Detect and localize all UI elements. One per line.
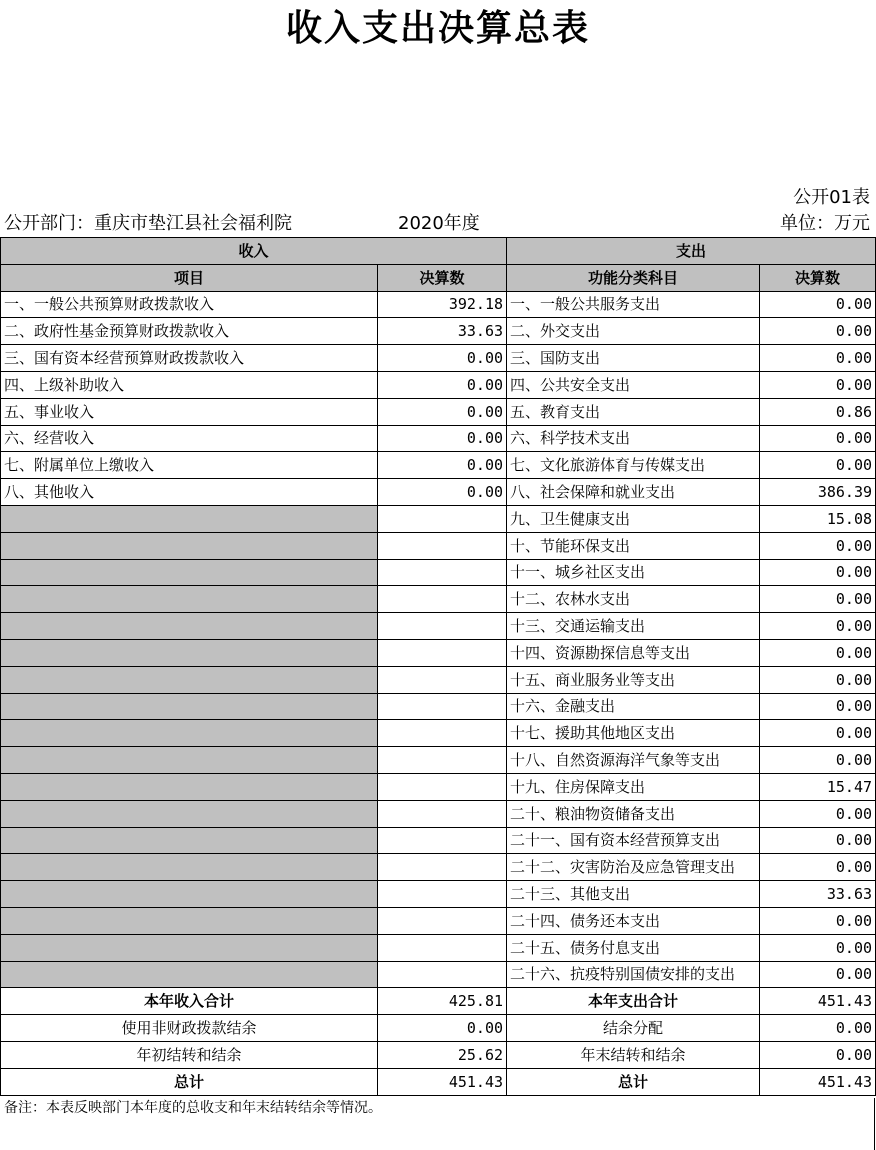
income-item-label: 三、国有资本经营预算财政拨款收入	[1, 345, 378, 372]
table-row	[1, 318, 876, 345]
expense-item-value: 0.00	[760, 586, 876, 613]
budget-table	[0, 237, 876, 1096]
empty-income-value-cell	[378, 613, 507, 640]
empty-income-value-cell	[378, 907, 507, 934]
empty-income-cell	[1, 666, 378, 693]
expense-item-label: 八、社会保障和就业支出	[507, 479, 760, 506]
summary-row	[1, 1041, 876, 1068]
table-row	[1, 398, 876, 425]
expense-item-label: 十三、交通运输支出	[507, 613, 760, 640]
expense-item-value: 0.00	[760, 934, 876, 961]
expense-item-value: 0.00	[760, 291, 876, 318]
summary-income-value: 425.81	[378, 988, 507, 1015]
fiscal-year: 2020年度	[398, 213, 480, 234]
income-item-value: 33.63	[378, 318, 507, 345]
expense-item-value: 0.00	[760, 345, 876, 372]
table-row	[1, 854, 876, 881]
expense-item-label: 二十四、债务还本支出	[507, 907, 760, 934]
empty-income-value-cell	[378, 881, 507, 908]
empty-income-value-cell	[378, 747, 507, 774]
expense-item-label: 十、节能环保支出	[507, 532, 760, 559]
expense-item-label: 二十五、债务付息支出	[507, 934, 760, 961]
table-row	[1, 559, 876, 586]
summary-expense-label: 结余分配	[507, 1015, 760, 1042]
summary-row	[1, 988, 876, 1015]
table-row	[1, 291, 876, 318]
empty-income-value-cell	[378, 559, 507, 586]
expense-item-label: 五、教育支出	[507, 398, 760, 425]
table-row	[1, 907, 876, 934]
summary-income-label: 使用非财政拨款结余	[1, 1015, 378, 1042]
unit-label: 单位：万元	[780, 213, 870, 234]
empty-income-value-cell	[378, 854, 507, 881]
empty-income-cell	[1, 854, 378, 881]
income-section-header: 收入	[1, 238, 507, 265]
income-item-label: 一、一般公共预算财政拨款收入	[1, 291, 378, 318]
expense-item-label: 二十、粮油物资储备支出	[507, 800, 760, 827]
expense-item-value: 0.00	[760, 827, 876, 854]
table-row	[1, 452, 876, 479]
empty-income-cell	[1, 800, 378, 827]
table-row	[1, 345, 876, 372]
table-row	[1, 666, 876, 693]
summary-expense-value: 0.00	[760, 1015, 876, 1042]
empty-income-cell	[1, 586, 378, 613]
item-column-header: 项目	[1, 264, 378, 291]
summary-row	[1, 1068, 876, 1095]
empty-income-value-cell	[378, 961, 507, 988]
expense-item-label: 三、国防支出	[507, 345, 760, 372]
income-item-value: 0.00	[378, 345, 507, 372]
expense-item-label: 二、外交支出	[507, 318, 760, 345]
expense-item-value: 0.00	[760, 907, 876, 934]
expense-item-value: 0.00	[760, 961, 876, 988]
table-row	[1, 773, 876, 800]
table-row	[1, 961, 876, 988]
expense-item-value: 0.00	[760, 854, 876, 881]
income-item-value: 0.00	[378, 479, 507, 506]
summary-expense-value: 451.43	[760, 988, 876, 1015]
expense-item-label: 二十二、灾害防治及应急管理支出	[507, 854, 760, 881]
income-item-value: 0.00	[378, 398, 507, 425]
table-row	[1, 800, 876, 827]
summary-income-label: 年初结转和结余	[1, 1041, 378, 1068]
expense-item-value: 33.63	[760, 881, 876, 908]
expense-item-label: 二十三、其他支出	[507, 881, 760, 908]
expense-item-value: 0.00	[760, 800, 876, 827]
summary-income-value: 25.62	[378, 1041, 507, 1068]
empty-income-value-cell	[378, 693, 507, 720]
income-item-label: 四、上级补助收入	[1, 371, 378, 398]
expense-item-value: 386.39	[760, 479, 876, 506]
empty-income-value-cell	[378, 666, 507, 693]
column-header-row	[1, 264, 876, 291]
table-body	[1, 291, 876, 1095]
expense-item-value: 0.00	[760, 747, 876, 774]
expense-amount-column-header: 决算数	[760, 264, 876, 291]
table-row	[1, 881, 876, 908]
income-item-value: 0.00	[378, 452, 507, 479]
expense-item-label: 九、卫生健康支出	[507, 505, 760, 532]
expense-item-label: 二十一、国有资本经营预算支出	[507, 827, 760, 854]
empty-income-cell	[1, 934, 378, 961]
table-row	[1, 613, 876, 640]
income-item-value: 392.18	[378, 291, 507, 318]
table-row	[1, 371, 876, 398]
empty-income-cell	[1, 693, 378, 720]
empty-income-cell	[1, 773, 378, 800]
table-row	[1, 827, 876, 854]
summary-row	[1, 1015, 876, 1042]
table-row	[1, 747, 876, 774]
table-row	[1, 639, 876, 666]
empty-income-cell	[1, 747, 378, 774]
table-row	[1, 425, 876, 452]
empty-income-cell	[1, 720, 378, 747]
empty-income-cell	[1, 881, 378, 908]
expense-item-label: 十一、城乡社区支出	[507, 559, 760, 586]
expense-item-label: 十二、农林水支出	[507, 586, 760, 613]
empty-income-cell	[1, 559, 378, 586]
empty-income-value-cell	[378, 586, 507, 613]
section-header-row	[1, 238, 876, 265]
expense-item-label: 十六、金融支出	[507, 693, 760, 720]
table-row	[1, 505, 876, 532]
table-row	[1, 693, 876, 720]
summary-expense-value: 0.00	[760, 1041, 876, 1068]
income-item-label: 六、经营收入	[1, 425, 378, 452]
expense-item-value: 0.00	[760, 318, 876, 345]
expense-item-label: 十五、商业服务业等支出	[507, 666, 760, 693]
table-number: 公开01表	[793, 187, 870, 208]
expense-item-label: 十七、援助其他地区支出	[507, 720, 760, 747]
empty-income-value-cell	[378, 773, 507, 800]
empty-income-cell	[1, 639, 378, 666]
expense-item-label: 十九、住房保障支出	[507, 773, 760, 800]
expense-item-label: 十四、资源勘探信息等支出	[507, 639, 760, 666]
empty-income-cell	[1, 505, 378, 532]
expense-item-value: 0.00	[760, 452, 876, 479]
empty-income-value-cell	[378, 827, 507, 854]
expense-item-value: 0.00	[760, 639, 876, 666]
table-row	[1, 479, 876, 506]
table-row	[1, 586, 876, 613]
expense-item-value: 0.00	[760, 371, 876, 398]
empty-income-cell	[1, 907, 378, 934]
divider-line	[874, 1098, 875, 1150]
summary-income-label: 总计	[1, 1068, 378, 1095]
expense-item-label: 七、文化旅游体育与传媒支出	[507, 452, 760, 479]
empty-income-value-cell	[378, 934, 507, 961]
expense-item-value: 0.00	[760, 693, 876, 720]
summary-income-value: 0.00	[378, 1015, 507, 1042]
table-row	[1, 532, 876, 559]
income-item-label: 二、政府性基金预算财政拨款收入	[1, 318, 378, 345]
summary-expense-label: 年末结转和结余	[507, 1041, 760, 1068]
income-amount-column-header: 决算数	[378, 264, 507, 291]
table-row	[1, 934, 876, 961]
expense-item-label: 六、科学技术支出	[507, 425, 760, 452]
expense-item-value: 0.00	[760, 532, 876, 559]
income-item-value: 0.00	[378, 371, 507, 398]
income-item-label: 八、其他收入	[1, 479, 378, 506]
empty-income-cell	[1, 532, 378, 559]
summary-income-value: 451.43	[378, 1068, 507, 1095]
empty-income-value-cell	[378, 532, 507, 559]
summary-income-label: 本年收入合计	[1, 988, 378, 1015]
expense-item-value: 0.00	[760, 666, 876, 693]
expense-item-label: 一、一般公共服务支出	[507, 291, 760, 318]
expense-item-value: 15.08	[760, 505, 876, 532]
expense-item-value: 0.00	[760, 559, 876, 586]
expense-item-value: 0.00	[760, 613, 876, 640]
department-label: 公开部门：重庆市垫江县社会福利院	[4, 213, 292, 234]
expense-section-header: 支出	[507, 238, 876, 265]
expense-item-value: 0.00	[760, 425, 876, 452]
empty-income-cell	[1, 827, 378, 854]
empty-income-value-cell	[378, 505, 507, 532]
empty-income-value-cell	[378, 720, 507, 747]
expense-item-label: 四、公共安全支出	[507, 371, 760, 398]
expense-item-label: 二十六、抗疫特别国债安排的支出	[507, 961, 760, 988]
expense-item-value: 15.47	[760, 773, 876, 800]
empty-income-value-cell	[378, 800, 507, 827]
empty-income-value-cell	[378, 639, 507, 666]
summary-expense-label: 本年支出合计	[507, 988, 760, 1015]
category-column-header: 功能分类科目	[507, 264, 760, 291]
empty-income-cell	[1, 961, 378, 988]
expense-item-label: 十八、自然资源海洋气象等支出	[507, 747, 760, 774]
page-title: 收入支出决算总表	[285, 8, 590, 49]
expense-item-value: 0.86	[760, 398, 876, 425]
footnote: 备注：本表反映部门本年度的总收支和年末结转结余等情况。	[4, 1100, 382, 1116]
summary-expense-value: 451.43	[760, 1068, 876, 1095]
table-row	[1, 720, 876, 747]
empty-income-cell	[1, 613, 378, 640]
income-item-value: 0.00	[378, 425, 507, 452]
expense-item-value: 0.00	[760, 720, 876, 747]
income-item-label: 五、事业收入	[1, 398, 378, 425]
income-item-label: 七、附属单位上缴收入	[1, 452, 378, 479]
summary-expense-label: 总计	[507, 1068, 760, 1095]
